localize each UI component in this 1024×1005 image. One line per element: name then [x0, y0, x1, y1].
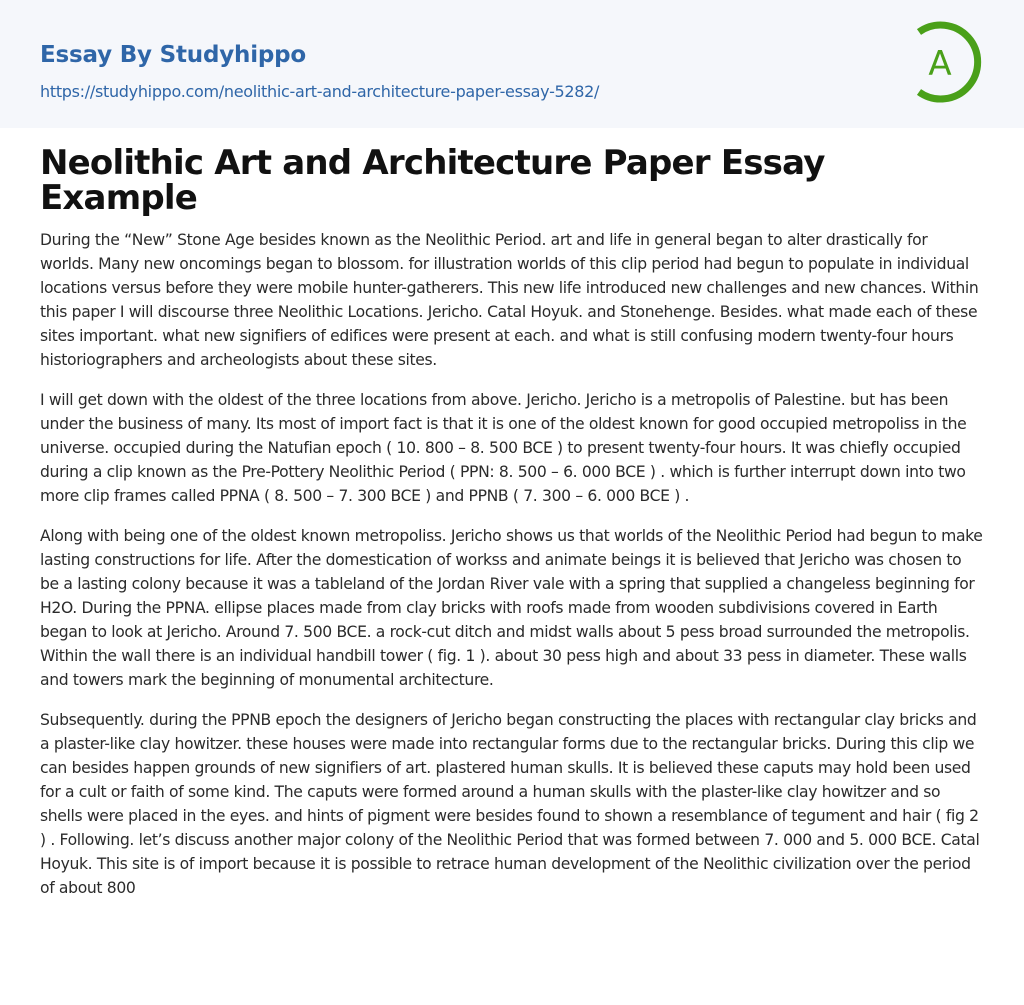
svg-text:A: A [928, 44, 952, 84]
essay-paragraph: Subsequently. during the PPNB epoch the designers of Jericho began constructing the places with rectangular clay bricks and a plaster-like clay howitzer. these houses were made into rectangular forms due to the rectangular bricks. During this clip we can besides happen grounds of new signifiers of art. plastered human skulls. It is believed these caputs may hold been used for a cult or faith of some kind. The caputs were formed around a human skulls with the plaster-like clay howitzer and so shells were placed in the eyes. and hints of pigment were besides found to shown a resemblance of tegument and hair ( fig 2 ) . Following. let’s discuss another major colony of the Neolithic Period that was formed between 7. 000 and 5. 000 BCE. Catal Hoyuk. This site is of import because it is possible to retrace human development of the Neolithic civilization over the period of about 800 [40, 711, 980, 897]
site-header [0, 0, 1024, 128]
essay-paragraph: I will get down with the oldest of the three locations from above. Jericho. Jericho is a metropolis of Palestine. but has been under the business of many. Its most of import fact is that it is one of the oldest known for good occupied metropoliss in the universe. occupied during the Natufian epoch ( 10. 800 – 8. 500 BCE ) to present twenty-four hours. It was chiefly occupied during a clip known as the Pre-Pottery Neolithic Period ( PPN: 8. 500 – 6. 000 BCE ) . which is further interrupt down into two more clip frames called PPNA ( 8. 500 – 7. 300 BCE ) and PPNB ( 7. 300 – 6. 000 BCE ) . [40, 391, 967, 505]
page-title: Neolithic Art and Architecture Paper Essay Example [40, 143, 825, 218]
essay-content [0, 128, 1024, 956]
circle-a-logo-icon[interactable] [912, 19, 986, 105]
essay-paragraph: During the “New” Stone Age besides known as the Neolithic Period. art and life in general began to alter drastically for worlds. Many new oncomings began to blossom. for illustration worlds of this clip period had begun to populate in individual locations versus before they were mobile hunter-gatherers. This new life introduced new challenges and new chances. Within this paper I will discourse three Neolithic Locations. Jericho. Catal Hoyuk. and Stonehenge. Besides. what made each of these sites important. what new signifiers of edifices were present at each. and what is still confusing modern twenty-four hours historiographers and archeologists about these sites. [40, 231, 979, 369]
essay-url-link[interactable]: https://studyhippo.com/neolithic-art-and-architecture-paper-essay-5282/ [40, 82, 600, 101]
brand-title: Essay By Studyhippo [40, 42, 307, 68]
essay-paragraph: Along with being one of the oldest known metropoliss. Jericho shows us that worlds of the Neolithic Period had begun to make lasting constructions for life. After the domestication of workss and animate beings it is believed that Jericho was chosen to be a lasting colony because it was a tableland of the Jordan River vale with a spring that supplied a changeless beginning for H2O. During the PPNA. ellipse places made from clay bricks with roofs made from wooden subdivisions covered in Earth began to look at Jericho. Around 7. 500 BCE. a rock-cut ditch and midst walls about 5 pess broad surrounded the metropolis. Within the wall there is an individual handbill tower ( fig. 1 ). about 30 pess high and about 33 pess in diameter. These walls and towers mark the beginning of monumental architecture. [40, 527, 983, 689]
